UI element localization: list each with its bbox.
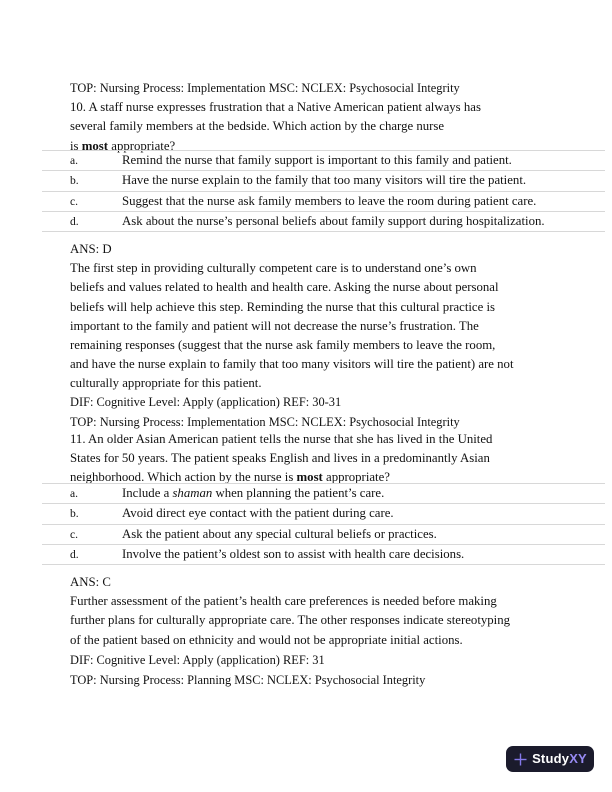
option-text: Suggest that the nurse ask family members to leave the room during patient care. xyxy=(122,193,537,208)
question-11-options xyxy=(42,483,605,565)
option-letter: c. xyxy=(70,527,79,541)
rationale-line: and have the nurse explain to family that too many visitors will tire the patient) are not xyxy=(70,357,514,372)
rationale-line: beliefs will help achieve this step. Reminding the nurse that this cultural practice is xyxy=(70,299,496,314)
question-11-answer-block xyxy=(70,573,510,650)
answer-option-row xyxy=(42,524,605,544)
question-11-stem-line: 11. An older Asian American patient tells the nurse that she has lived in the United xyxy=(70,432,493,446)
option-italic-term: shaman xyxy=(172,486,213,501)
rationale-line: Further assessment of the patient’s health care preferences is needed before making xyxy=(70,594,497,609)
option-letter: b. xyxy=(70,174,79,188)
option-text xyxy=(122,486,605,501)
option-text: Have the nurse explain to the family that too many visitors will tire the patient. xyxy=(122,173,527,188)
dif-line: DIF: Cognitive Level: Apply (application) REF: 30-31 xyxy=(70,395,342,409)
question-10-stem-block xyxy=(70,79,481,156)
brand-text xyxy=(532,750,587,768)
option-text: Avoid direct eye contact with the patient during care. xyxy=(122,506,394,521)
option-letter: a. xyxy=(70,154,79,168)
stem-text: neighborhood. Which action by the nurse is xyxy=(70,470,297,485)
top-line: TOP: Nursing Process: Planning MSC: NCLEX: Psychosocial Integrity xyxy=(70,673,426,687)
option-letter: a. xyxy=(70,487,79,501)
answer-line: ANS: D xyxy=(70,242,112,256)
answer-option-row xyxy=(42,170,605,190)
top-line: TOP: Nursing Process: Implementation MSC: NCLEX: Psychosocial Integrity xyxy=(70,415,460,429)
stem-bold-keyword: most xyxy=(296,470,323,485)
stem-text: appropriate? xyxy=(108,138,176,153)
question-10-dif-line xyxy=(70,393,341,412)
question-11-stem-block xyxy=(70,430,492,488)
option-text: Remind the nurse that family support is important to this family and patient. xyxy=(122,153,512,168)
option-letter: b. xyxy=(70,507,79,521)
rationale-line: further plans for culturally appropriate care. The other responses indicate stereotyping xyxy=(70,613,511,628)
stem-text: is xyxy=(70,138,82,153)
question-11-top-line xyxy=(70,671,425,690)
option-text: Ask the patient about any special cultural beliefs or practices. xyxy=(122,526,437,541)
question-10-stem-line: several family members at the bedside. Which action by the charge nurse xyxy=(70,119,445,134)
option-letter: c. xyxy=(70,194,79,208)
option-letter: d. xyxy=(70,548,79,562)
option-text: Involve the patient’s oldest son to assist with health care decisions. xyxy=(122,547,465,562)
rationale-line: culturally appropriate for this patient. xyxy=(70,376,262,391)
option-letter: d. xyxy=(70,215,79,229)
answer-option-row xyxy=(42,483,605,503)
option-text-part: Include a xyxy=(122,486,173,501)
question-10-options xyxy=(42,150,605,232)
question-10-stem-line: 10. A staff nurse expresses frustration that a Native American patient always has xyxy=(70,100,481,115)
answer-option-row xyxy=(42,544,605,564)
question-11-stem-line: States for 50 years. The patient speaks English and lives in a predominantly Asian xyxy=(70,451,490,466)
studyxy-logo xyxy=(506,746,594,772)
rationale-line: beliefs and values related to health and health care. Asking the nurse about personal xyxy=(70,280,499,295)
question-10-answer-block xyxy=(70,240,514,394)
answer-option-row xyxy=(42,150,605,170)
answer-line: ANS: C xyxy=(70,575,111,589)
question-11-dif-line xyxy=(70,651,325,670)
plus-icon xyxy=(513,752,528,767)
brand-study: Study xyxy=(532,751,570,766)
rationale-line: The first step in providing culturally competent care is to understand one’s own xyxy=(70,261,477,276)
answer-option-row xyxy=(42,503,605,523)
answer-option-row xyxy=(42,191,605,211)
meta-top-line: TOP: Nursing Process: Implementation MSC: NCLEX: Psychosocial Integrity xyxy=(70,81,460,95)
rationale-line: important to the family and patient will not decrease the nurse’s frustration. The xyxy=(70,318,479,333)
option-text-part: when planning the patient’s care. xyxy=(212,486,385,501)
dif-line: DIF: Cognitive Level: Apply (application) REF: 31 xyxy=(70,653,325,667)
answer-option-row xyxy=(42,211,605,231)
stem-text: appropriate? xyxy=(322,470,390,485)
option-text: Ask about the nurse’s personal beliefs about family support during hospitalization. xyxy=(122,214,545,229)
stem-bold-keyword: most xyxy=(81,138,109,153)
rationale-line: of the patient based on ethnicity and would not be appropriate initial actions. xyxy=(70,632,463,647)
brand-xy: XY xyxy=(569,751,587,766)
rationale-line: remaining responses (suggest that the nurse ask family members to leave the room, xyxy=(70,338,496,353)
